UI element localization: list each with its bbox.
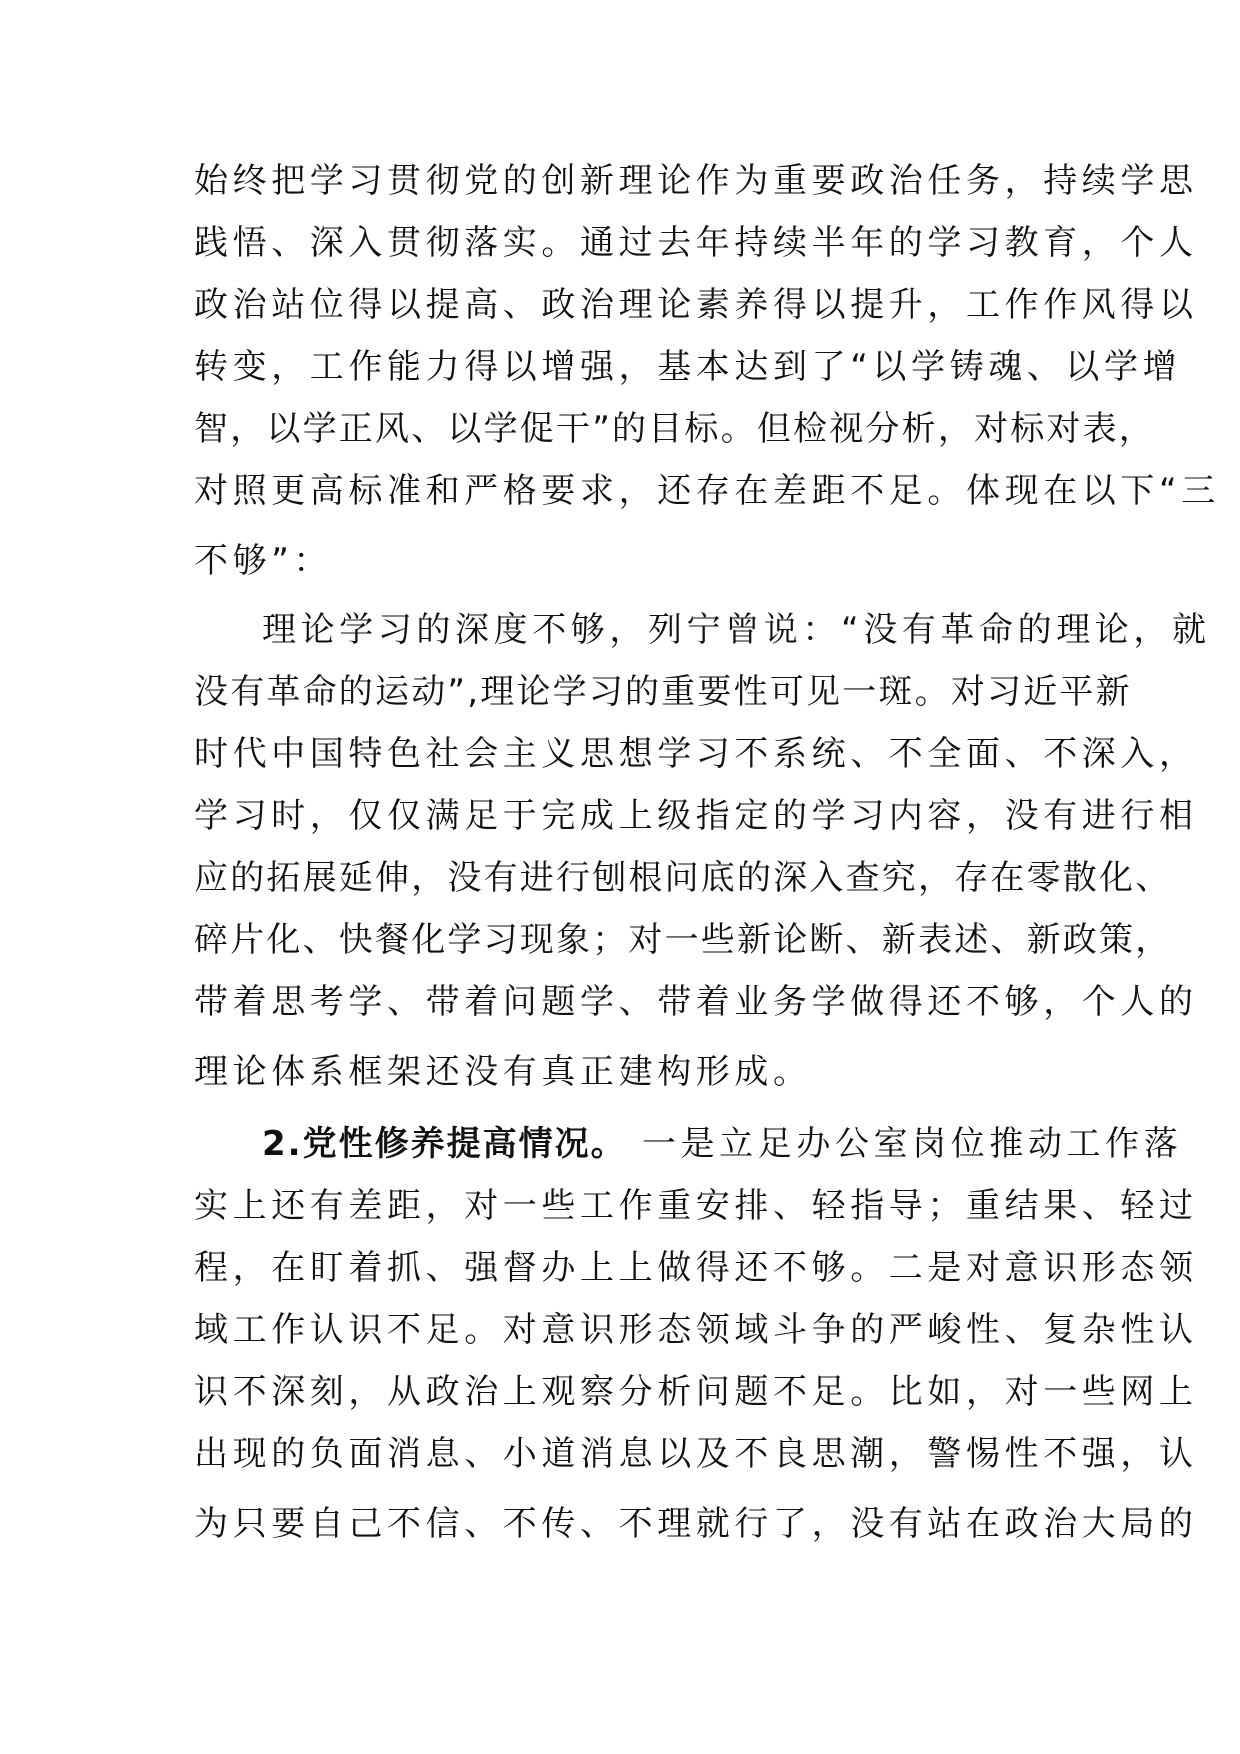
paragraph-1-line-4: 转变，工作能力得以增强，基本达到了“以学铸魂、以学增 [194, 347, 1182, 387]
paragraph-1-line-2: 践悟、深入贯彻落实。通过去年持续半年的学习教育，个人 [194, 223, 1198, 263]
paragraph-3-line-2: 实上还有差距，对一些工作重安排、轻指导；重结果、轻过 [194, 1186, 1198, 1226]
paragraph-3-line-6: 出现的负面消息、小道消息以及不良思潮，警惕性不强，认 [194, 1434, 1198, 1474]
paragraph-3-line-1-text: 一是立足办公室岗位推动工作落 [626, 1124, 1183, 1164]
paragraph-3-line-3: 程，在盯着抓、强督办上上做得还不够。二是对意识形态领 [194, 1248, 1198, 1288]
paragraph-1-line-5: 智，以学正风、以学促干”的目标。但检视分析，对标对表， [194, 409, 1156, 449]
paragraph-1-line-1: 始终把学习贯彻党的创新理论作为重要政治任务，持续学思 [194, 161, 1198, 201]
paragraph-2-line-4: 学习时，仅仅满足于完成上级指定的学习内容，没有进行相 [194, 796, 1198, 836]
paragraph-3-line-1 [262, 1118, 1183, 1170]
paragraph-2-line-7: 带着思考学、带着问题学、带着业务学做得还不够，个人的 [194, 982, 1198, 1022]
paragraph-1-line-3: 政治站位得以提高、政治理论素养得以提升，工作作风得以 [194, 285, 1198, 325]
paragraph-2-line-8: 理论体系框架还没有真正建构形成。 [194, 1052, 812, 1092]
paragraph-2-line-2: 没有革命的运动”,理论学习的重要性可见一斑。对习近平新 [194, 672, 1132, 712]
paragraph-2-line-1: 理论学习的深度不够，列宁曾说：“没有革命的理论，就 [262, 610, 1211, 650]
paragraph-1-line-7: 不够”： [194, 541, 333, 581]
paragraph-2-line-6: 碎片化、快餐化学习现象；对一些新论断、新表述、新政策， [194, 920, 1172, 960]
paragraph-2-line-3: 时代中国特色社会主义思想学习不系统、不全面、不深入， [194, 734, 1198, 774]
paragraph-2-line-5: 应的拓展延伸，没有进行刨根问底的深入查究，存在零散化、 [194, 858, 1172, 898]
paragraph-1-line-6: 对照更高标准和严格要求，还存在差距不足。体现在以下“三 [194, 471, 1220, 511]
section-heading: 2.党性修养提高情况。 [262, 1124, 627, 1164]
paragraph-3-line-4: 域工作认识不足。对意识形态领域斗争的严峻性、复杂性认 [194, 1310, 1198, 1350]
paragraph-3-line-7: 为只要自己不信、不传、不理就行了，没有站在政治大局的 [194, 1504, 1198, 1544]
paragraph-3-line-5: 识不深刻，从政治上观察分析问题不足。比如，对一些网上 [194, 1372, 1198, 1412]
